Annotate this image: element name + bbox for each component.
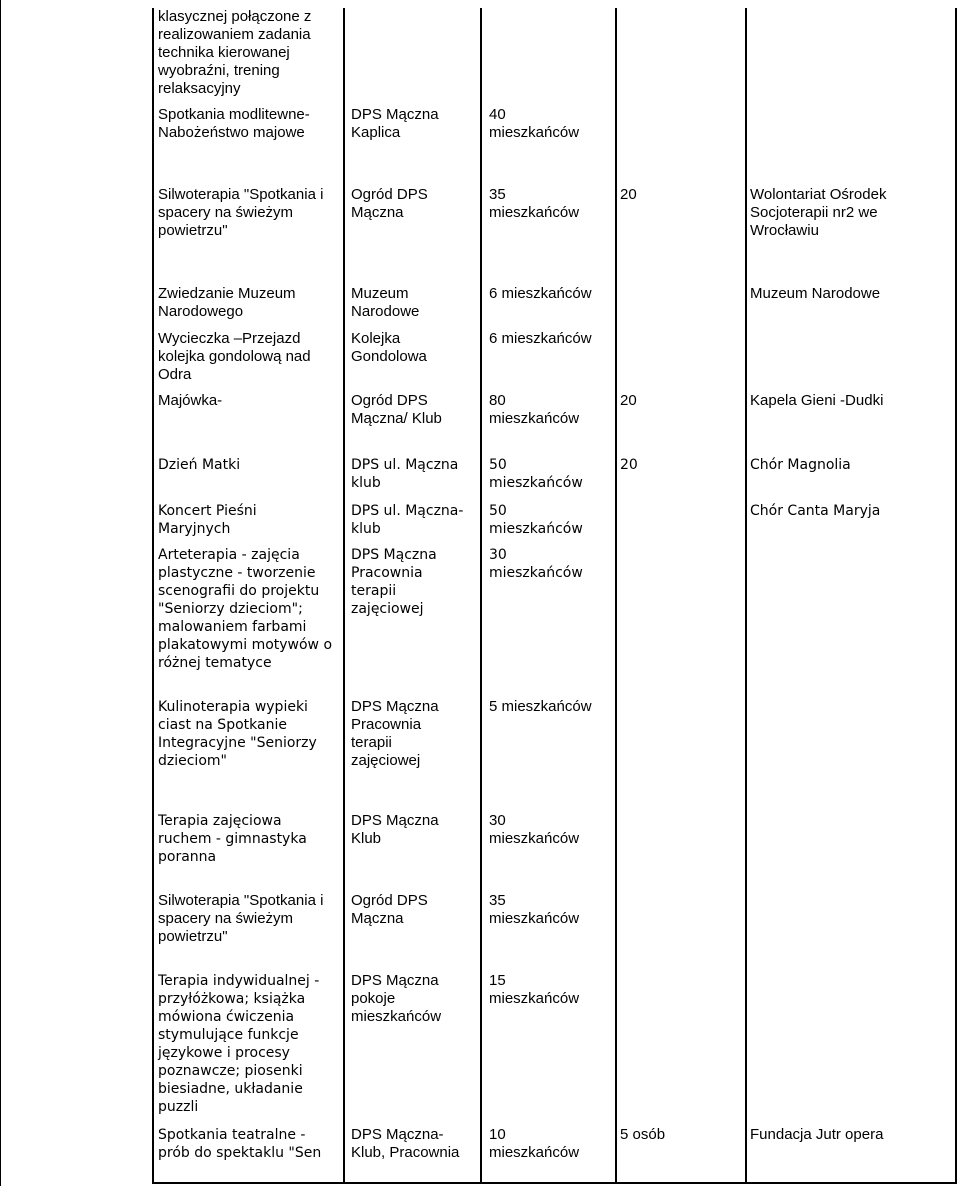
activity-cell: Majówka-: [158, 392, 223, 409]
activity-cell: Kulinoterapia wypieki ciast na Spotkanie Integracyjne "Seniorzy dzieciom": [158, 699, 317, 769]
column-border-3: [480, 8, 482, 1184]
partner-cell: Chór Canta Maryja: [750, 503, 881, 519]
column-border-5: [745, 8, 747, 1184]
participants-cell: 35 mieszkańców: [489, 186, 580, 221]
partner-cell: Fundacja Jutr opera: [750, 1126, 884, 1143]
column-border-4: [615, 8, 617, 1184]
place-cell: Ogród DPS Mączna/ Klub: [351, 392, 442, 427]
participants-cell: 15 mieszkańców: [489, 972, 580, 1007]
place-cell: DPS Mączna pokoje mieszkańców: [351, 972, 442, 1025]
activity-cell: Spotkania modlitewne- Nabożeństwo majowe: [158, 106, 310, 141]
partner-cell: Kapela Gieni -Dudki: [750, 392, 884, 409]
activity-cell: Silwoterapia "Spotkania i spacery na świeżym powietrzu": [158, 892, 324, 945]
volunteers-cell: 20: [620, 457, 638, 473]
column-border-2: [343, 8, 345, 1184]
participants-cell: 6 mieszkańców: [489, 285, 592, 302]
place-cell: DPS ul. Mączna klub: [351, 457, 459, 491]
place-cell: Ogród DPS Mączna: [351, 892, 428, 927]
activity-cell: Terapia indywidualnej - przyłóżkowa; książka mówiona ćwiczenia stymulujące funkcje językowe i procesy poznawcze; piosenki biesiadne, układanie puzzli: [158, 973, 320, 1115]
place-cell: Kolejka Gondolowa: [351, 330, 427, 365]
place-cell: DPS Mączna Kaplica: [351, 106, 439, 141]
activity-cell: Dzień Matki: [158, 457, 241, 473]
participants-cell: 30 mieszkańców: [489, 547, 583, 581]
participants-cell: 80 mieszkańców: [489, 392, 580, 427]
place-cell: DPS Mączna Pracownia terapii zajęciowej: [351, 698, 439, 769]
partner-cell: Muzeum Narodowe: [750, 285, 881, 302]
place-cell: Ogród DPS Mączna: [351, 186, 428, 221]
participants-cell: 6 mieszkańców: [489, 330, 592, 347]
participants-cell: 35 mieszkańców: [489, 892, 580, 927]
volunteers-cell: 20: [620, 392, 637, 409]
place-cell: DPS Mączna Klub: [351, 812, 439, 847]
participants-cell: 5 mieszkańców: [489, 698, 592, 715]
participants-cell: 40 mieszkańców: [489, 106, 580, 141]
activity-cell: Terapia zajęciowa ruchem - gimnastyka poranna: [158, 813, 307, 865]
place-cell: Muzeum Narodowe: [351, 285, 420, 320]
place-cell: DPS Mączna Pracownia terapii zajęciowej: [351, 547, 437, 617]
activity-cell: Arteterapia - zajęcia plastyczne - tworzenie scenografii do projektu "Seniorzy dzieciom"; malowaniem farbami plakatowymi motywów o różnej tematyce: [158, 547, 333, 671]
column-border-left-outer: [0, 0, 1, 1186]
partner-cell: Wolontariat Ośrodek Socjoterapii nr2 we Wrocławiu: [750, 186, 887, 239]
activity-cell: Koncert Pieśni Maryjnych: [158, 503, 257, 537]
partner-cell: Chór Magnolia: [750, 457, 851, 473]
participants-cell: 10 mieszkańców: [489, 1126, 580, 1161]
activity-cell: klasycznej połączone z realizowaniem zadania technika kierowanej wyobraźni, trening relaksacyjny: [158, 8, 312, 97]
volunteers-cell: 5 osób: [620, 1126, 666, 1143]
activity-cell: Silwoterapia "Spotkania i spacery na świeżym powietrzu": [158, 186, 324, 239]
place-cell: DPS ul. Mączna- klub: [351, 503, 464, 537]
participants-cell: 50 mieszkańców: [489, 457, 583, 491]
participants-cell: 50 mieszkańców: [489, 503, 583, 537]
volunteers-cell: 20: [620, 186, 637, 203]
place-cell: DPS Mączna- Klub, Pracownia: [351, 1126, 460, 1161]
participants-cell: 30 mieszkańców: [489, 812, 580, 847]
column-border-right: [955, 8, 957, 1184]
column-border-1: [152, 8, 154, 1184]
activity-cell: Zwiedzanie Muzeum Narodowego: [158, 285, 296, 320]
activity-cell: Wycieczka –Przejazd kolejka gondolową nad Odra: [158, 330, 311, 383]
activity-cell: Spotkania teatralne - prób do spektaklu "Sen: [158, 1127, 322, 1161]
row-border-bottom: [152, 1182, 957, 1184]
